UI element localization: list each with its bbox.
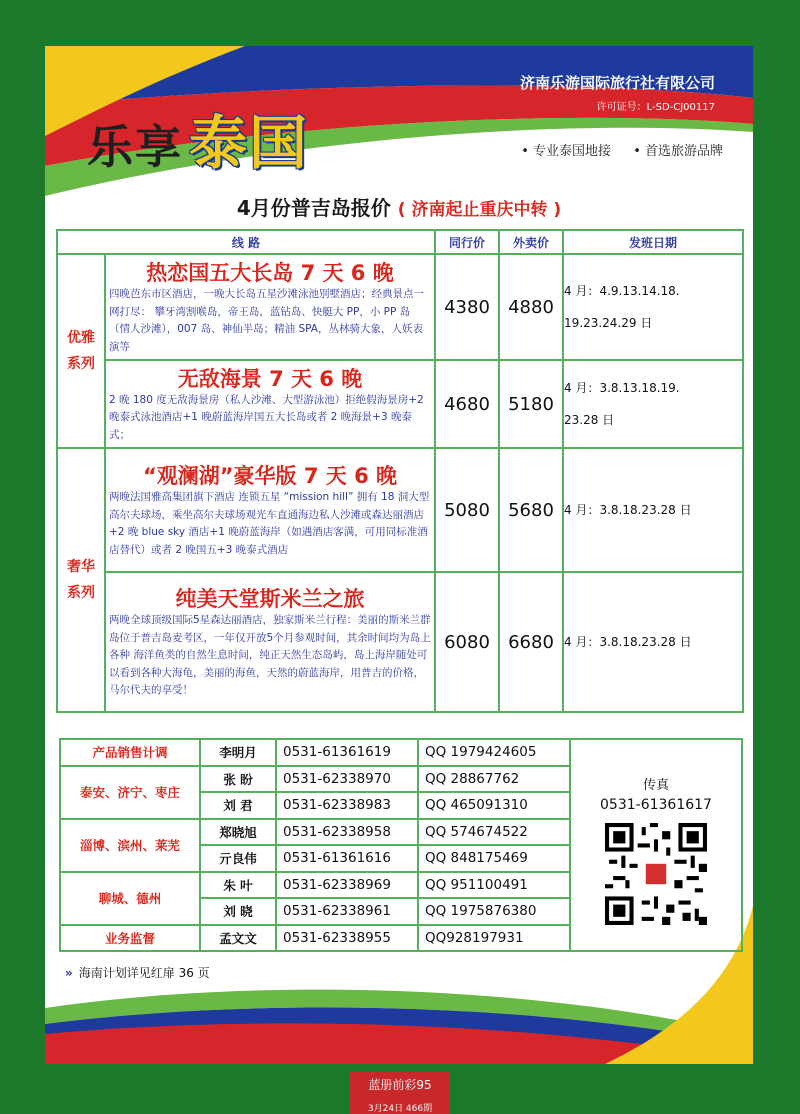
contact-name: 张 盼	[200, 766, 276, 793]
retail-price: 6680	[499, 572, 563, 712]
header-route: 线 路	[57, 230, 435, 254]
peer-price: 4680	[435, 360, 499, 448]
flyer-sheet	[45, 46, 753, 1064]
brand-logo: 乐享 泰国	[87, 109, 310, 177]
title-subtitle: ( 济南起止重庆中转 )	[397, 200, 562, 220]
contact-name: 朱 叶	[200, 872, 276, 899]
contact-qq: QQ 574674522	[418, 819, 570, 846]
contact-phone: 0531-62338970	[276, 766, 418, 793]
route-cell	[105, 360, 435, 448]
contact-region: 泰安、济宁、枣庄	[60, 766, 200, 819]
contact-region: 聊城、德州	[60, 872, 200, 925]
route-name: 无敌海景 7 天 6 晚	[177, 366, 363, 391]
peer-price: 5080	[435, 448, 499, 572]
series-label: 优雅 系列	[57, 254, 105, 448]
route-description: 四晚芭东市区酒店，一晚大长岛五星沙滩泳池别墅酒店；经典景点一网打尽： 攀牙湾割喉岛，帝王岛，蓝钻岛、快艇大 PP，小 PP 岛（情人沙滩），007 岛、神仙半岛；精油 SPA，丛林骑大象，人妖表演等	[109, 288, 424, 353]
contact-phone: 0531-62338983	[276, 792, 418, 819]
header-peer-price: 同行价	[435, 230, 499, 254]
contact-name: 刘 晓	[200, 898, 276, 925]
contact-region: 业务监督	[60, 925, 200, 952]
contact-qq: QQ 465091310	[418, 792, 570, 819]
departure-dates: 4 月：4.9.13.14.18. 19.23.24.29 日	[563, 254, 743, 360]
retail-price: 5680	[499, 448, 563, 572]
contact-qq: QQ 1975876380	[418, 898, 570, 925]
departure-dates: 4 月：3.8.18.23.28 日	[563, 572, 743, 712]
double-arrow-icon: »	[65, 966, 73, 980]
header-retail-price: 外卖价	[499, 230, 563, 254]
company-name: 济南乐游国际旅行社有限公司	[519, 74, 715, 92]
contact-qq: QQ 28867762	[418, 766, 570, 793]
slogans	[503, 140, 723, 159]
fax-label: 传真	[642, 778, 669, 793]
contact-region: 产品销售计调	[60, 739, 200, 766]
page-label: 蓝册前彩95 3月24日 466期	[350, 1072, 450, 1114]
departure-dates: 4 月：3.8.18.23.28 日	[563, 448, 743, 572]
contact-qq: QQ 848175469	[418, 845, 570, 872]
contact-phone: 0531-62338955	[276, 925, 418, 952]
contact-name: 孟文文	[200, 925, 276, 952]
route-description: 两晚全球顶级国际5星森达丽酒店，独家斯米兰行程：美丽的斯米兰群岛位于普吉岛麦考区，一年仅开放5个月参观时间，其余时间均为岛上各种 海洋鱼类的自然生息时间，纯正天然生态岛屿，岛上海岸随处可以看到各种大海龟，美丽的海鱼，天然的蔚蓝海岸，用普吉的价格，马尔代夫的享受！	[109, 614, 431, 697]
contact-phone: 0531-62338958	[276, 819, 418, 846]
contact-table	[59, 738, 743, 952]
route-description: 两晚法国雅高集团旗下酒店 连锁五星 “mission hill” 拥有 18 洞大型高尔夫球场，乘坐高尔夫球场观光车直通海边私人沙滩或森达丽酒店+2 晚 blue sky 酒店+1 晚蔚蓝海岸（如遇酒店客满，可用同标准酒店替代）或者 2 晚国五+3 晚泰式酒店	[109, 491, 430, 556]
license-number: 许可证号：L-SD-CJ00117	[596, 102, 715, 113]
fax-number: 0531-61361617	[600, 797, 712, 813]
route-cell	[105, 254, 435, 360]
retail-price: 5180	[499, 360, 563, 448]
contact-name: 亓良伟	[200, 845, 276, 872]
contact-phone: 0531-61361619	[276, 739, 418, 766]
footnote: » 海南计划详见红扉 36 页	[65, 966, 210, 980]
contact-phone: 0531-61361616	[276, 845, 418, 872]
contact-name: 李明月	[200, 739, 276, 766]
qr-code-icon	[605, 823, 707, 925]
table-row	[57, 360, 743, 448]
route-name: 热恋国五大长岛 7 天 6 晚	[146, 261, 394, 285]
route-price-table	[56, 229, 744, 713]
table-row	[57, 572, 743, 712]
table-header-row	[57, 230, 743, 254]
peer-price: 4380	[435, 254, 499, 360]
route-cell	[105, 448, 435, 572]
retail-price: 4880	[499, 254, 563, 360]
route-description: 2 晚 180 度无敌海景房（私人沙滩、大型游泳池）拒绝假海景房+2 晚泰式泳池酒店+1 晚蔚蓝海岸国五大长岛或者 2 晚海景+3 晚泰式；	[109, 393, 424, 441]
peer-price: 6080	[435, 572, 499, 712]
contact-region: 淄博、滨州、莱芜	[60, 819, 200, 872]
series-label: 奢华 系列	[57, 448, 105, 712]
page-title: 4月份普吉岛报价 ( 济南起止重庆中转 )	[236, 196, 562, 220]
contact-qq: QQ928197931	[418, 925, 570, 952]
slogan-1: • 专业泰国地接	[521, 144, 612, 159]
header-dates: 发班日期	[563, 230, 743, 254]
table-row	[57, 254, 743, 360]
contact-qq: QQ 1979424605	[418, 739, 570, 766]
route-name: “观澜湖”豪华版 7 天 6 晚	[142, 464, 398, 488]
table-row	[57, 448, 743, 572]
contact-name: 郑晓旭	[200, 819, 276, 846]
fax-panel	[570, 739, 742, 951]
contact-phone: 0531-62338961	[276, 898, 418, 925]
departure-dates: 4 月：3.8.13.18.19. 23.28 日	[563, 360, 743, 448]
contact-name: 刘 君	[200, 792, 276, 819]
route-cell	[105, 572, 435, 712]
contact-qq: QQ 951100491	[418, 872, 570, 899]
slogan-2: • 首选旅游品牌	[633, 144, 723, 159]
route-name: 纯美天堂斯米兰之旅	[175, 587, 365, 612]
contact-phone: 0531-62338969	[276, 872, 418, 899]
contact-row	[60, 739, 742, 766]
